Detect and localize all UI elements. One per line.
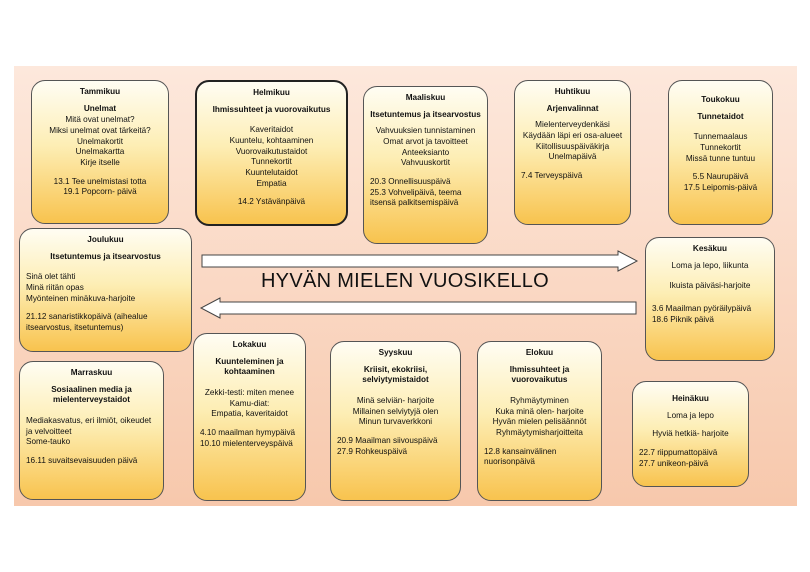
date-line: 10.10 mielenterveyspäivä — [200, 438, 293, 448]
content-line: Minä riitän opas — [26, 282, 84, 292]
date-line: 20.3 Onnellisuuspäivä — [370, 176, 451, 186]
card-marraskuu — [19, 361, 164, 500]
content-line: Mitä ovat unelmat? — [65, 115, 135, 125]
content-line: Minun turvaverkkoni — [358, 417, 433, 427]
month-theme: Loma ja lepo — [667, 410, 714, 420]
date-line: 22.7 riippumattopäivä — [639, 447, 718, 457]
content-line: Kamu-diat: — [229, 398, 270, 408]
month-theme: Ihmissuhteet ja vuorovaikutus — [212, 104, 331, 114]
content-line: Mielenterveydenkäsi — [535, 120, 610, 130]
date-line: 21.12 sanaristikkopäivä (aihealue itsearvostus, itsetuntemus) — [26, 312, 148, 332]
date-line: 14.2 Ystävänpäivä — [237, 197, 306, 207]
date-line: 25.3 Vohvelipäivä, teema itsensä palkitsemispäivä — [370, 187, 462, 208]
content-line: Vahvuuskortit — [401, 158, 450, 168]
content-line: Vahvuuksien tunnistaminen — [375, 126, 476, 136]
content-line: Ikuista päiväsi-harjoite — [669, 281, 751, 291]
content-line: Zekki-testi: miten menee — [204, 387, 295, 397]
month-theme: Ihmissuhteet ja vuorovaikutus — [509, 364, 570, 385]
date-line: 13.1 Tee unelmistasi totta — [53, 176, 147, 186]
content-line: Vuorovaikutustaidot — [235, 146, 308, 156]
content-line: Ryhmäytymisharjoitteita — [496, 427, 583, 437]
month-title: Maaliskuu — [405, 93, 446, 102]
card-kesakuu — [645, 237, 775, 361]
content-line: Sinä olet tähti — [26, 272, 76, 282]
content-line: Empatia — [256, 178, 287, 188]
content-line: Some-tauko — [26, 437, 71, 447]
date-line: 20.9 Maailman siivouspäivä — [337, 435, 438, 445]
content-line: Ryhmäytyminen — [510, 395, 569, 405]
content-line: Tunnemaalaus — [693, 132, 748, 142]
month-theme: Itsetuntemus ja itsearvostus — [50, 251, 161, 261]
date-line: 4.10 maailman hymypäivä — [200, 427, 296, 437]
content-line: Hyvän mielen pelisäännöt — [492, 417, 587, 427]
content-line: Tunnekortit — [700, 142, 741, 152]
date-line: 7.4 Terveyspäivä — [521, 170, 583, 180]
content-line: Miksi unelmat ovat tärkeitä? — [49, 125, 151, 135]
content-line: Anteeksianto — [401, 147, 450, 157]
month-title: Lokakuu — [232, 340, 267, 349]
card-tammikuu — [31, 80, 169, 224]
month-theme: Arjenvalinnat — [546, 103, 599, 113]
card-heinakuu — [632, 381, 749, 487]
month-theme: Kriisit, ekokriisi, selviytymistaidot — [362, 364, 429, 385]
content-line: Minä selviän- harjoite — [356, 395, 435, 405]
content-line: Unelmapäivä — [548, 152, 597, 162]
content-line: Empatia, kaveritaidot — [211, 409, 288, 419]
card-maaliskuu — [363, 86, 488, 244]
month-theme: Loma ja lepo, liikunta — [671, 260, 749, 270]
date-line: 27.9 Rohkeuspäivä — [337, 446, 408, 456]
card-joulukuu — [19, 228, 192, 352]
month-theme: Sosiaalinen media ja mielenterveystaidot — [51, 384, 132, 405]
month-title: Marraskuu — [70, 368, 113, 377]
month-title: Syyskuu — [378, 348, 413, 357]
content-line: Omat arvot ja tavoitteet — [383, 136, 468, 146]
content-line: Käydään läpi eri osa-alueet — [522, 130, 623, 140]
month-title: Heinäkuu — [672, 394, 709, 403]
card-syyskuu — [330, 341, 461, 501]
card-elokuu — [477, 341, 602, 501]
content-line: Missä tunne tuntuu — [685, 153, 756, 163]
card-toukokuu — [668, 80, 773, 225]
arrow-right-icon — [200, 250, 640, 272]
month-title: Tammikuu — [79, 87, 121, 96]
date-line: 3.6 Maailman pyöräilypäivä — [652, 303, 752, 313]
date-line: 12.8 kansainvälinen nuorisonpäivä — [484, 446, 557, 467]
card-lokakuu — [193, 333, 306, 501]
date-line: 17.5 Leipomis-päivä — [683, 182, 758, 192]
content-line: Myönteinen minäkuva-harjoite — [26, 293, 136, 303]
content-line: Millainen selviytyjä olen — [352, 406, 439, 416]
date-line: 27.7 unikeon-päivä — [639, 458, 709, 468]
content-line: Kiitollisuuspäiväkirja — [535, 141, 610, 151]
content-line: Tunnekortit — [251, 157, 292, 167]
date-line: 19.1 Popcorn- päivä — [63, 187, 137, 197]
month-title: Elokuu — [525, 348, 554, 357]
content-line: Kuuntelutaidot — [245, 167, 298, 177]
month-title: Toukokuu — [701, 95, 740, 104]
content-line: Unelmakartta — [75, 147, 125, 157]
month-title: Helmikuu — [253, 88, 290, 97]
content-line: Mediakasvatus, eri ilmiöt, oikeudet ja velvoitteet — [26, 415, 152, 436]
date-line: 18.6 Piknik päivä — [652, 314, 714, 324]
month-theme: Itsetuntemus ja itsearvostus — [370, 109, 481, 119]
page-title: HYVÄN MIELEN VUOSIKELLO — [260, 270, 550, 292]
content-line: Kuka minä olen- harjoite — [495, 406, 584, 416]
content-line: Kuuntelu, kohtaaminen — [229, 135, 314, 145]
card-huhtikuu — [514, 80, 631, 225]
content-line: Unelmakortit — [77, 136, 123, 146]
month-theme: Unelmat — [83, 103, 117, 113]
month-title: Joulukuu — [87, 235, 124, 244]
month-theme: Tunnetaidot — [697, 111, 744, 121]
content-line: Kirje itselle — [80, 157, 120, 167]
month-title: Kesäkuu — [692, 244, 728, 253]
card-helmikuu — [195, 80, 348, 226]
content-line: Hyviä hetkiä- harjoite — [652, 429, 729, 439]
date-line: 5.5 Naurupäivä — [692, 172, 749, 182]
month-title: Huhtikuu — [554, 87, 591, 96]
content-line: Kaveritaidot — [249, 125, 294, 135]
month-theme: Kuunteleminen ja kohtaaminen — [215, 356, 284, 377]
arrow-left-icon — [198, 297, 638, 319]
date-line: 16.11 suvaitsevaisuuden päivä — [26, 455, 138, 465]
